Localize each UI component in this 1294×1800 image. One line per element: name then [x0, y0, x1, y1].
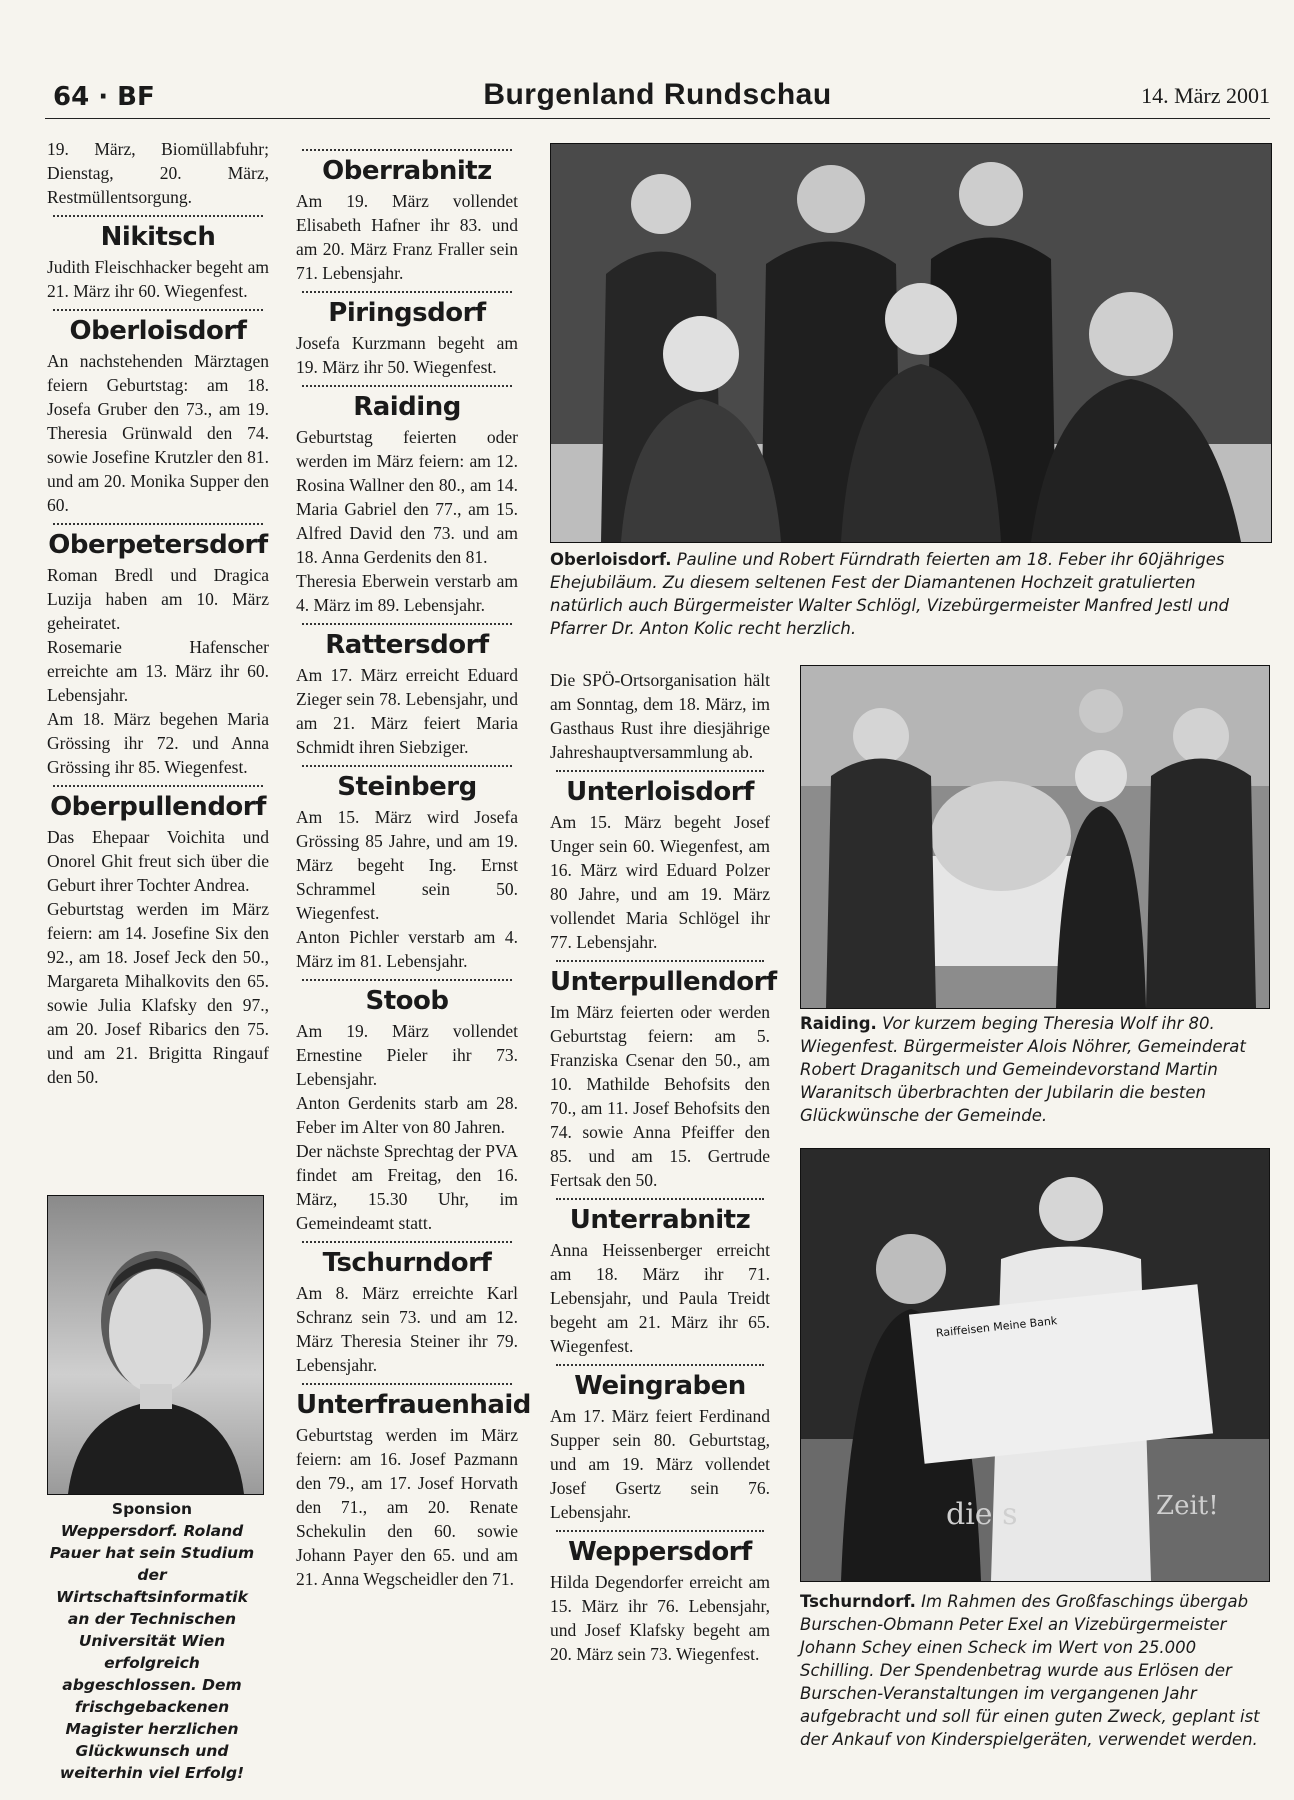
town-heading-raiding: Raiding: [353, 392, 461, 422]
town-heading-unterrabnitz: Unterrabnitz: [569, 1205, 751, 1235]
divider: [556, 1530, 764, 1532]
sponsion-title: Sponsion: [111, 1500, 193, 1518]
column-2: [296, 143, 531, 1591]
article-text: Am 18. März begehen Maria Grössing ihr 72. und Anna Grössing ihr 85. Wiegenfest.: [47, 709, 269, 777]
tschurndorf-caption: [800, 1590, 1268, 1751]
divider: [302, 765, 512, 767]
article-text: 19. März, Biomüllabfuhr; Dienstag, 20. März, Restmüllentsorgung.: [47, 139, 269, 207]
newspaper-title: Burgenland Rundschau: [483, 78, 832, 111]
divider: [53, 215, 263, 217]
divider: [556, 770, 764, 772]
article-text: Judith Fleischhacker begeht am 21. März ihr 60. Wiegenfest.: [47, 257, 269, 301]
oberloisdorf-caption: [550, 548, 1268, 640]
divider: [302, 979, 512, 981]
group-photo-illustration: [551, 144, 1271, 542]
tschurndorf-photo: [800, 1148, 1270, 1582]
article-text: Geburtstag werden im März feiern: am 16. Josef Pazmann den 79., am 17. Josef Horvath den 71., am 20. Renate Schekulin den 60. sowie Johann Payer den 65. und am 21. Anna Wegscheidler den 71.: [296, 1425, 518, 1589]
article-text: Das Ehepaar Voichita und Onorel Ghit freut sich über die Geburt ihrer Tochter Andrea.: [47, 827, 269, 895]
cheque-bank-text: Raiffeisen Meine Bank: [935, 1314, 1058, 1340]
caption-lead: Tschurndorf.: [800, 1592, 916, 1611]
divider: [556, 960, 764, 962]
raiding-photo: [800, 665, 1270, 1009]
portrait-illustration: [48, 1196, 263, 1494]
article-text: Am 17. März erreicht Eduard Zieger sein 78. Lebensjahr, und am 21. März feiert Maria Schmidt ihren Siebziger.: [296, 665, 518, 757]
article-text: Anton Gerdenits starb am 28. Feber im Alter von 80 Jahren.: [296, 1093, 518, 1137]
article-text: Im März feierten oder werden Geburtstag feiern: am 5. Franziska Csenar den 50., am 10. Mathilde Behofsits den 70., am 11. Josef Behofsits den 74. sowie Anna Pfeiffer den 85. und am 15. Gertrude Fertsak den 50.: [550, 1002, 770, 1190]
article-text: Geburtstag werden im März feiern: am 14. Josefine Six den 92., am 18. Josef Jeck den 50., Margareta Mihalkovits den 65. sowie Julia Klafsky den 97., am 20. Josef Ribarics den 75. und am 21. Brigitta Ringauf den 50.: [47, 899, 269, 1087]
caption-lead: Raiding.: [800, 1014, 877, 1033]
town-heading-oberpetersdorf: Oberpetersdorf: [48, 530, 268, 560]
raiding-caption: [800, 1012, 1268, 1127]
article-text: Die SPÖ-Ortsorganisation hält am Sonntag, dem 18. März, im Gasthaus Rust ihre diesjährige Jahreshauptversammlung ab.: [550, 670, 770, 762]
sponsion-caption: [47, 1498, 257, 1784]
article-text: Am 19. März vollendet Ernestine Pieler ihr 73. Lebensjahr.: [296, 1021, 518, 1089]
divider: [53, 785, 263, 787]
town-heading-rattersdorf: Rattersdorf: [325, 630, 489, 660]
article-text: Am 15. März begeht Josef Unger sein 60. Wiegenfest, am 16. März wird Eduard Polzer 80 Jahre, und am 19. März vollendet Maria Schlögel ihr 77. Lebensjahr.: [550, 812, 770, 952]
divider: [556, 1364, 764, 1366]
sponsion-text: Weppersdorf. Roland Pauer hat sein Studium der Wirtschaftsinformatik an der Technischen Universität Wien erfolgreich abgeschlossen. Dem frischgebackenen Magister herzlichen Glückwunsch und weiterhin viel Erfolg!: [49, 1522, 255, 1782]
cheque-photo-illustration: [801, 1149, 1269, 1581]
town-heading-unterpullendorf: Unterpullendorf: [550, 967, 777, 997]
article-text: Josefa Kurzmann begeht am 19. März ihr 50. Wiegenfest.: [296, 333, 518, 377]
article-text: Am 15. März wird Josefa Grössing 85 Jahre, und am 19. März begeht Ing. Ernst Schrammel sein 50. Wiegenfest.: [296, 807, 518, 923]
issue-date: 14. März 2001: [1141, 83, 1270, 108]
raiding-photo-illustration: [801, 666, 1269, 1008]
town-heading-nikitsch: Nikitsch: [100, 222, 216, 252]
article-text: Am 19. März vollendet Elisabeth Hafner ihr 83. und am 20. März Franz Fraller sein 71. Lebensjahr.: [296, 191, 518, 283]
banner-word: Zeit!: [1156, 1491, 1219, 1521]
caption-text: Vor kurzem beging Theresia Wolf ihr 80. Wiegenfest. Bürgermeister Alois Nöhrer, Gemeinderat Robert Draganitsch und Gemeindevorstand Martin Waranitsch überbrachten der Jubilarin die besten Glückwünsche der Gemeinde.: [800, 1014, 1246, 1125]
divider: [556, 1198, 764, 1200]
page-header: [45, 78, 1270, 119]
town-heading-unterfrauenhaid: Unterfrauenhaid: [296, 1390, 531, 1420]
column-1: [47, 137, 269, 1089]
article-text: Am 17. März feiert Ferdinand Supper sein 80. Geburtstag, und am 19. März vollendet Josef Gsertz sein 76. Lebensjahr.: [550, 1406, 770, 1522]
article-text: Am 8. März erreichte Karl Schranz sein 73. und am 12. März Theresia Steiner ihr 79. Lebensjahr.: [296, 1283, 518, 1375]
town-heading-oberrabnitz: Oberrabnitz: [322, 156, 492, 186]
town-heading-stoob: Stoob: [365, 986, 449, 1016]
article-text: Anton Pichler verstarb am 4. März im 81. Lebensjahr.: [296, 927, 518, 971]
divider: [53, 309, 263, 311]
article-text: Roman Bredl und Dragica Luzija haben am 10. März geheiratet.: [47, 565, 269, 633]
town-heading-tschurndorf: Tschurndorf: [322, 1248, 492, 1278]
article-text: Theresia Eberwein verstarb am 4. März im 89. Lebensjahr.: [296, 571, 518, 615]
town-heading-steinberg: Steinberg: [337, 772, 477, 802]
divider: [53, 523, 263, 525]
divider: [302, 623, 512, 625]
portrait-photo: [47, 1195, 264, 1495]
town-heading-oberpullendorf: Oberpullendorf: [50, 792, 266, 822]
divider: [302, 291, 512, 293]
article-text: An nachstehenden Märztagen feiern Geburtstag: am 18. Josefa Gruber den 73., am 19. Theresia Grünwald den 74. sowie Josefine Krutzler den 81. und am 20. Monika Supper den 60.: [47, 351, 269, 515]
divider: [302, 149, 512, 151]
article-text: Rosemarie Hafenscher erreichte am 13. März ihr 60. Lebensjahr.: [47, 637, 269, 705]
divider: [302, 1383, 512, 1385]
caption-text: Im Rahmen des Großfaschings übergab Burschen-Obmann Peter Exel an Vizebürgermeister Johann Schey einen Scheck im Wert von 25.000 Schilling. Der Spendenbetrag wurde aus Erlösen der Burschen-Veranstaltungen im vergangenen Jahr aufgebracht und soll für einen guten Zweck, geplant ist der Ankauf von Kinderspielgeräten, verwendet werden.: [800, 1592, 1260, 1749]
town-heading-weppersdorf: Weppersdorf: [568, 1537, 752, 1567]
divider: [302, 1241, 512, 1243]
article-text: Der nächste Sprechtag der PVA findet am Freitag, den 16. März, 15.30 Uhr, im Gemeindeamt statt.: [296, 1141, 518, 1233]
article-text: Geburtstag feierten oder werden im März feiern: am 12. Rosina Wallner den 80., am 14. Maria Gabriel den 77., am 15. Alfred David den 73. und am 18. Anna Gerdenits den 81.: [296, 427, 518, 567]
town-heading-weingraben: Weingraben: [574, 1371, 746, 1401]
caption-text: Pauline und Robert Fürndrath feierten am 18. Feber ihr 60jähriges Ehejubiläum. Zu diesem seltenen Fest der Diamantenen Hochzeit gratulierten natürlich auch Bürgermeister Walter Schlögl, Vizebürgermeister Manfred Jestl und Pfarrer Dr. Anton Kolic recht herzlich.: [550, 550, 1230, 638]
town-heading-unterloisdorf: Unterloisdorf: [566, 777, 754, 807]
article-text: Hilda Degendorfer erreicht am 15. März ihr 76. Lebensjahr, und Josef Klafsky begeht am 20. März sein 73. Wiegenfest.: [550, 1572, 770, 1664]
caption-lead: Oberloisdorf.: [550, 550, 672, 569]
divider: [302, 385, 512, 387]
town-heading-piringsdorf: Piringsdorf: [328, 298, 486, 328]
page-number: 64 · BF: [53, 82, 155, 112]
article-text: Anna Heissenberger erreicht am 18. März ihr 71. Lebensjahr, und Paula Treidt begeht am 21. März ihr 65. Wiegenfest.: [550, 1240, 770, 1356]
oberloisdorf-photo: [550, 143, 1272, 543]
banner-text: die s: [946, 1497, 1018, 1532]
column-3: [550, 668, 777, 1666]
town-heading-oberloisdorf: Oberloisdorf: [69, 316, 247, 346]
